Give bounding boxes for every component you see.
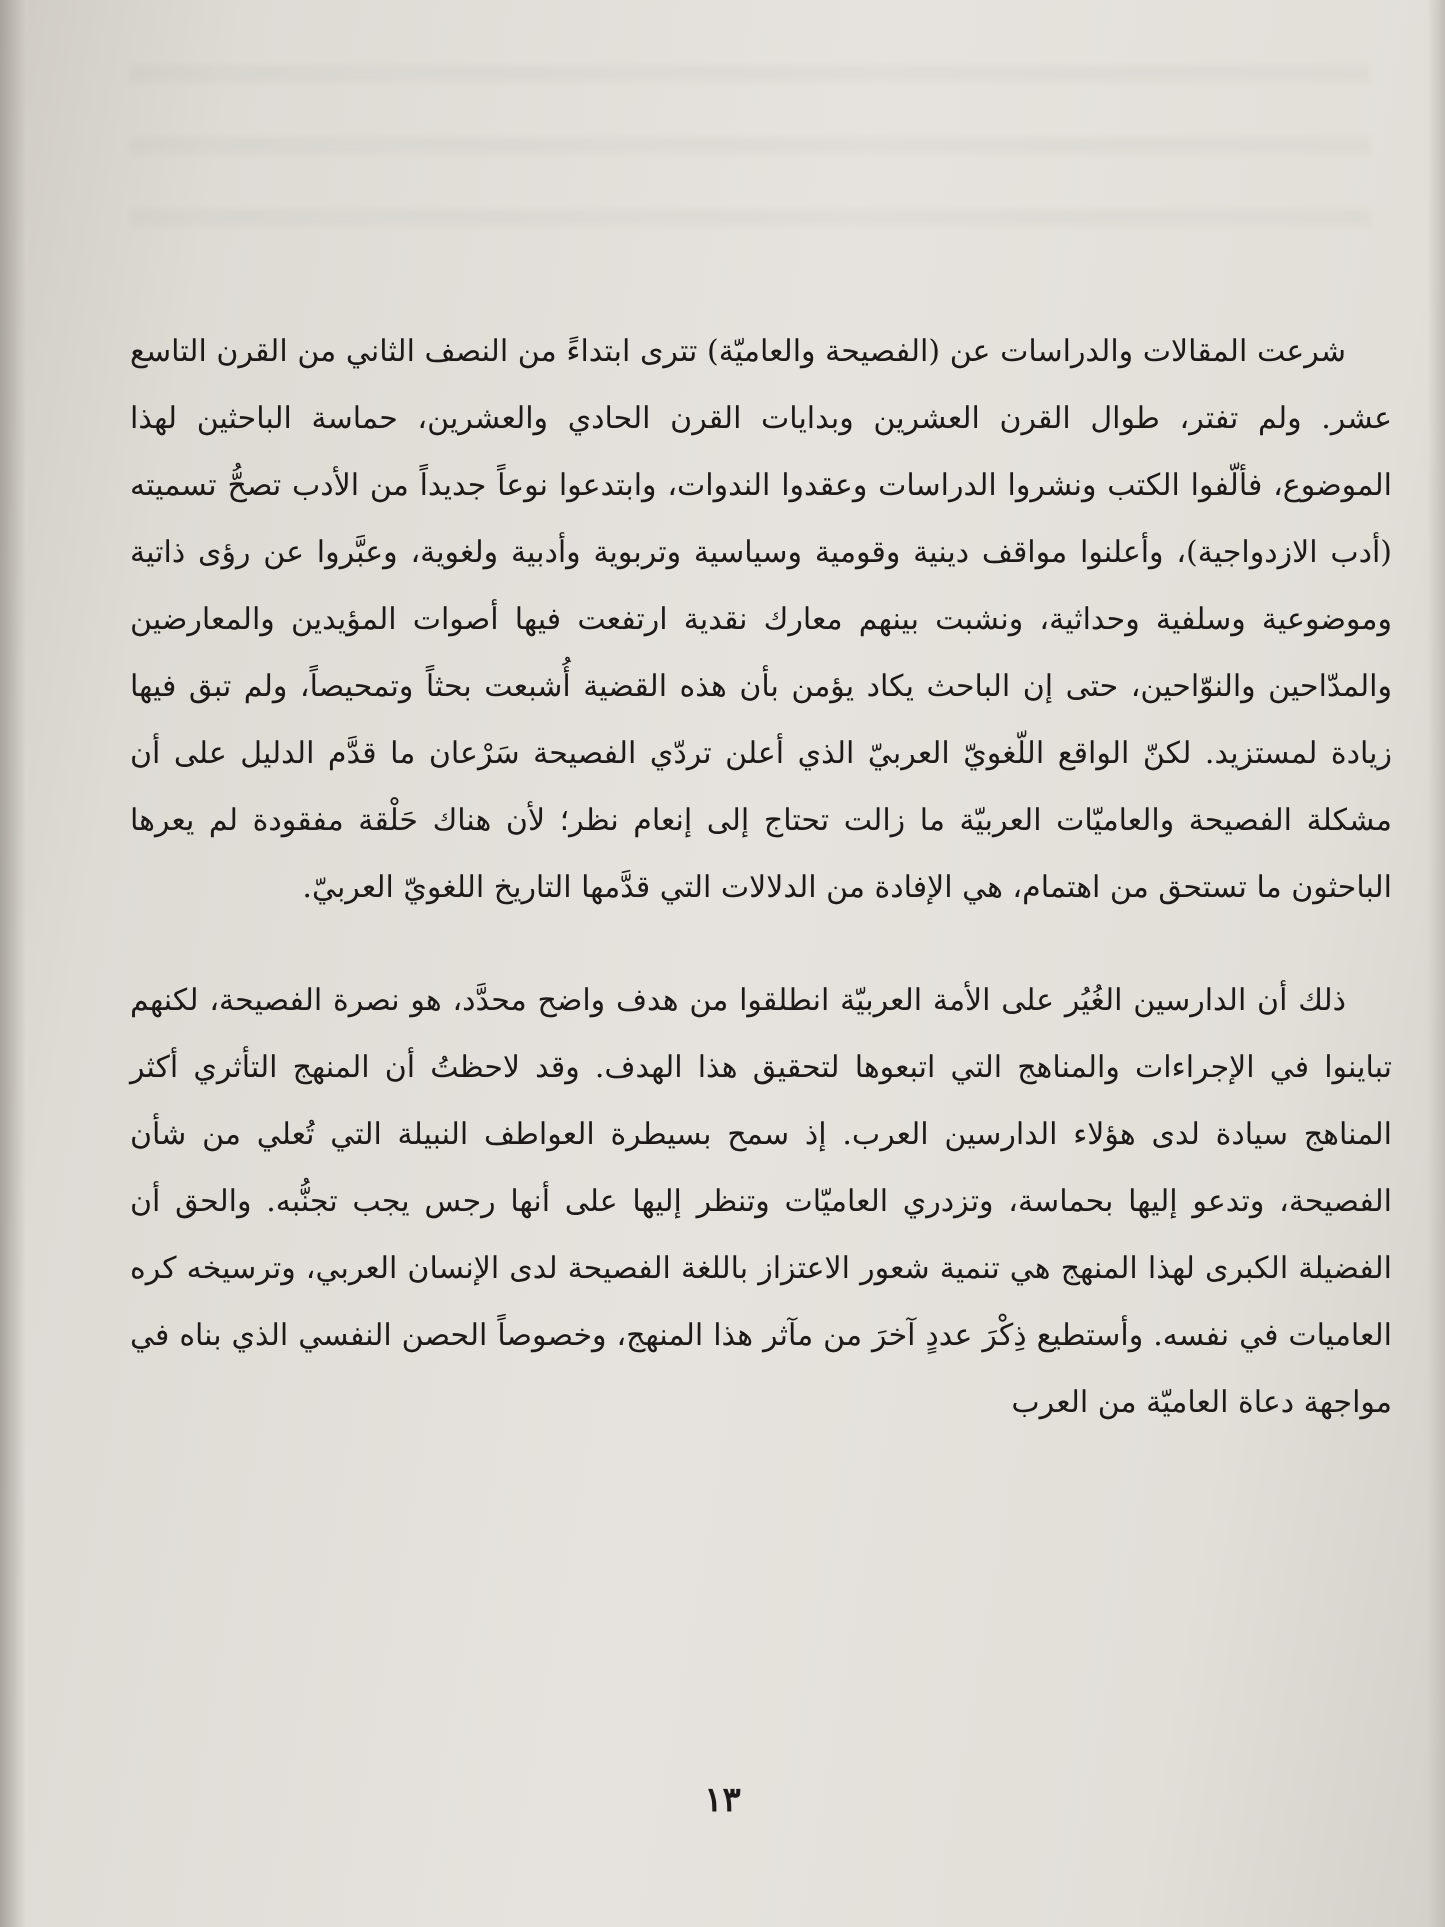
page-edge-shadow <box>1427 0 1445 1927</box>
page-gutter-shadow <box>0 0 26 1927</box>
paragraph-2: ذلك أن الدارسين الغُيُر على الأمة العربيّة انطلقوا من هدف واضح محدَّد، هو نصرة الفصيحة، لكنهم تباينوا في الإجراءات والمناهج التي اتبعوها لتحقيق هذا الهدف. وقد لاحظتُ أن المنهج التأثري أكثر المناهج سيادة لدى هؤلاء الدارسين العرب. إذ سمح بسيطرة العواطف النبيلة التي تُعلي من شأن الفصيحة، وتدعو إليها بحماسة، وتزدري العاميّات وتنظر إليها على أنها رجس يجب تجنُّبه. والحق أن الفضيلة الكبرى لهذا المنهج هي تنمية شعور الاعتزاز باللغة الفصيحة لدى الإنسان العربي، وترسيخه كره العاميات في نفسه. وأستطيع ذِكْرَ عددٍ آخرَ من مآثر هذا المنهج، وخصوصاً الحصن النفسي الذي بناه في مواجهة دعاة العاميّة من العرب <box>130 983 1392 1420</box>
page-number: ١٣ <box>704 1780 741 1820</box>
body-text <box>130 318 1392 1436</box>
show-through-text <box>130 20 1370 280</box>
paragraph-1: شرعت المقالات والدراسات عن (الفصيحة والعاميّة) تترى ابتداءً من النصف الثاني من القرن التاسع عشر. ولم تفتر، طوال القرن العشرين وبدايات القرن الحادي والعشرين، حماسة الباحثين لهذا الموضوع، فألّفوا الكتب ونشروا الدراسات وعقدوا الندوات، وابتدعوا نوعاً جديداً من الأدب تصحُّ تسميته (أدب الازدواجية)، وأعلنوا مواقف دينية وقومية وسياسية وتربوية وأدبية ولغوية، وعبَّروا عن رؤى ذاتية وموضوعية وسلفية وحداثية، ونشبت بينهم معارك نقدية ارتفعت فيها أصوات المؤيدين والمعارضين والمدّاحين والنوّاحين، حتى إن الباحث يكاد يؤمن بأن هذه القضية أُشبعت بحثاً وتمحيصاً، ولم تبق فيها زيادة لمستزيد. لكنّ الواقع اللّغويّ العربيّ الذي أعلن تردّي الفصيحة سَرْعان ما قدَّم الدليل على أن مشكلة الفصيحة والعاميّات العربيّة ما زالت تحتاج إلى إنعام نظر؛ لأن هناك حَلْقة مفقودة لم يعرها الباحثون ما تستحق من اهتمام، هي الإفادة من الدلالات التي قدَّمها التاريخ اللغويّ العربيّ. <box>130 334 1392 905</box>
